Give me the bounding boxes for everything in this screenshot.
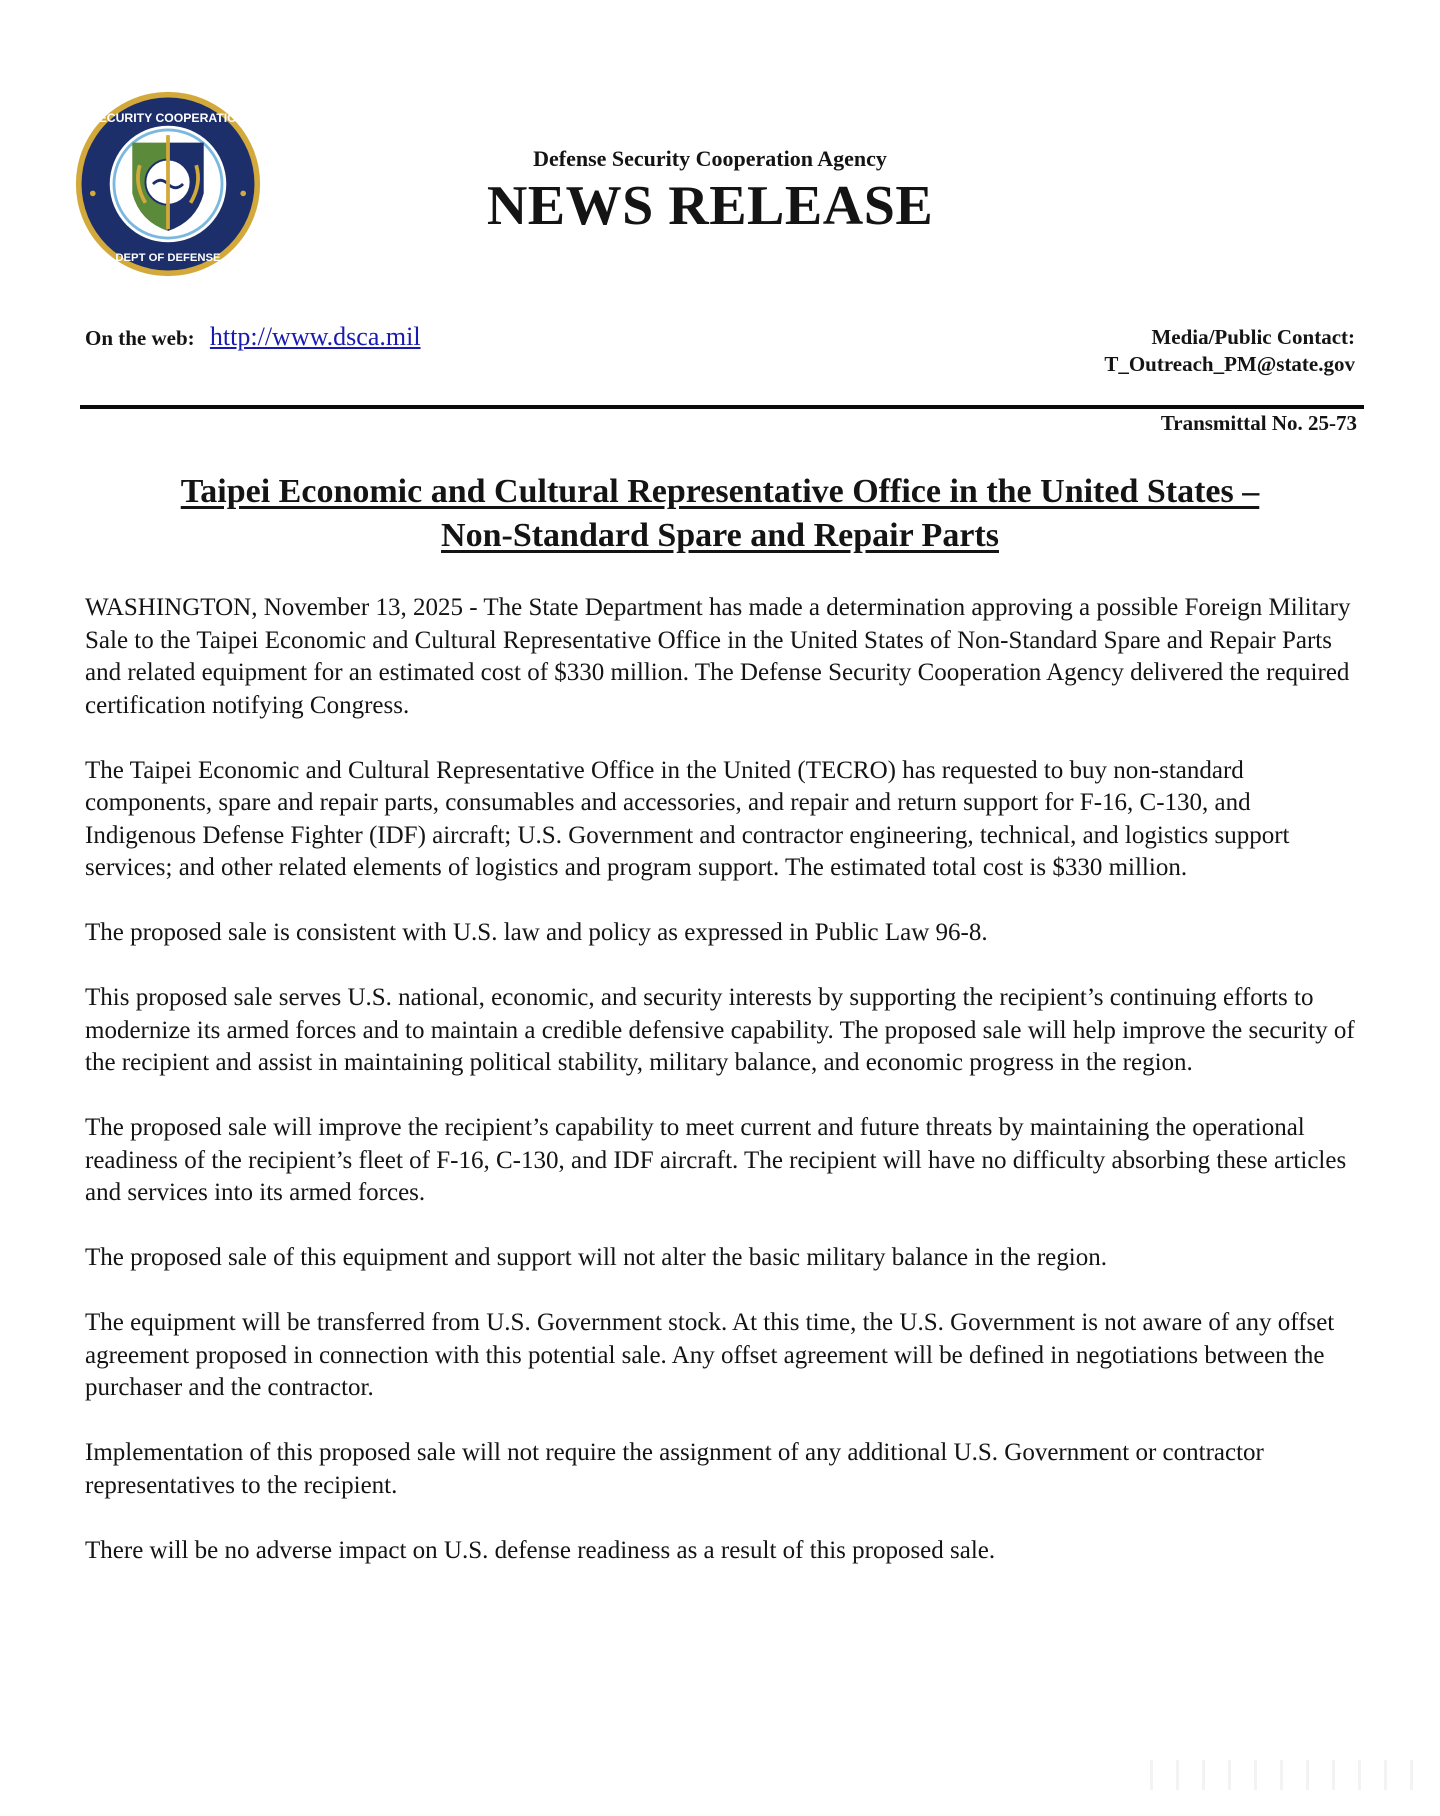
page-title: NEWS RELEASE (486, 175, 934, 237)
paragraph: WASHINGTON, November 13, 2025 - The State Department has made a determination approving a possible Foreign Military Sale to the Taipei Economic and Cultural Representative Office in the United States of Non-Standard Spare and Repair Parts and related equipment for an estimated cost of $330 million. The Defense Security Cooperation Agency delivered the required certification notifying Congress. (85, 594, 1351, 719)
scan-artifact (1150, 1760, 1425, 1790)
dsca-seal-icon (74, 90, 262, 278)
paragraph: The Taipei Economic and Cultural Representative Office in the United (TECRO) has requested to buy non-standard components, spare and repair parts, consumables and accessories, and repair and return support for F-16, C-130, and Indigenous Defense Fighter (IDF) aircraft; U.S. Government and contractor engineering, technical, and logistics support services; and other related elements of logistics and program support. The estimated total cost is $330 million. (85, 756, 1290, 881)
paragraph: The proposed sale of this equipment and support will not alter the basic military balance in the region. (85, 1244, 1107, 1271)
svg-text:DEPT OF DEFENSE: DEPT OF DEFENSE (115, 252, 221, 265)
header-divider (80, 405, 1364, 409)
release-title-line-1: Taipei Economic and Cultural Representative Office in the United States – (180, 473, 1260, 510)
web-label: On the web: (85, 326, 195, 350)
transmittal-number: Transmittal No. 25-73 (1160, 411, 1357, 435)
media-contact-email: T_Outreach_PM@state.gov (1104, 352, 1355, 376)
svg-text:SECURITY COOPERATION: SECURITY COOPERATION (90, 110, 246, 125)
release-body (85, 592, 1360, 1600)
web-contact (85, 322, 421, 352)
paragraph: Implementation of this proposed sale will not require the assignment of any additional U.S. Government or contractor representatives to the recipient. (85, 1439, 1264, 1499)
paragraph: The equipment will be transferred from U.S. Government stock. At this time, the U.S. Government is not aware of any offset agreement proposed in connection with this potential sale. Any offset agreement will be defined in negotiations between the purchaser and the contractor. (85, 1309, 1335, 1401)
media-contact-label: Media/Public Contact: (1151, 325, 1355, 349)
release-title-line-2: Non-Standard Spare and Repair Parts (441, 517, 999, 554)
paragraph: There will be no adverse impact on U.S. defense readiness as a result of this proposed sale. (85, 1536, 996, 1564)
dsca-website-link[interactable]: http://www.dsca.mil (209, 322, 421, 351)
paragraph: The proposed sale will improve the recipient’s capability to meet current and future threats by maintaining the operational readiness of the recipient’s fleet of F-16, C-130, and IDF aircraft. The recipient will have no difficulty absorbing these articles and services into its armed forces. (85, 1114, 1347, 1206)
paragraph: This proposed sale serves U.S. national, economic, and security interests by supporting the recipient’s continuing efforts to modernize its armed forces and to maintain a credible defensive capability. The proposed sale will help improve the security of the recipient and assist in maintaining political stability, military balance, and economic progress in the region. (85, 984, 1355, 1076)
paragraph: The proposed sale is consistent with U.S. law and policy as expressed in Public Law 96-8. (85, 919, 988, 946)
release-title (90, 470, 1350, 558)
media-contact (1104, 324, 1355, 378)
agency-name: Defense Security Cooperation Agency (533, 146, 887, 171)
